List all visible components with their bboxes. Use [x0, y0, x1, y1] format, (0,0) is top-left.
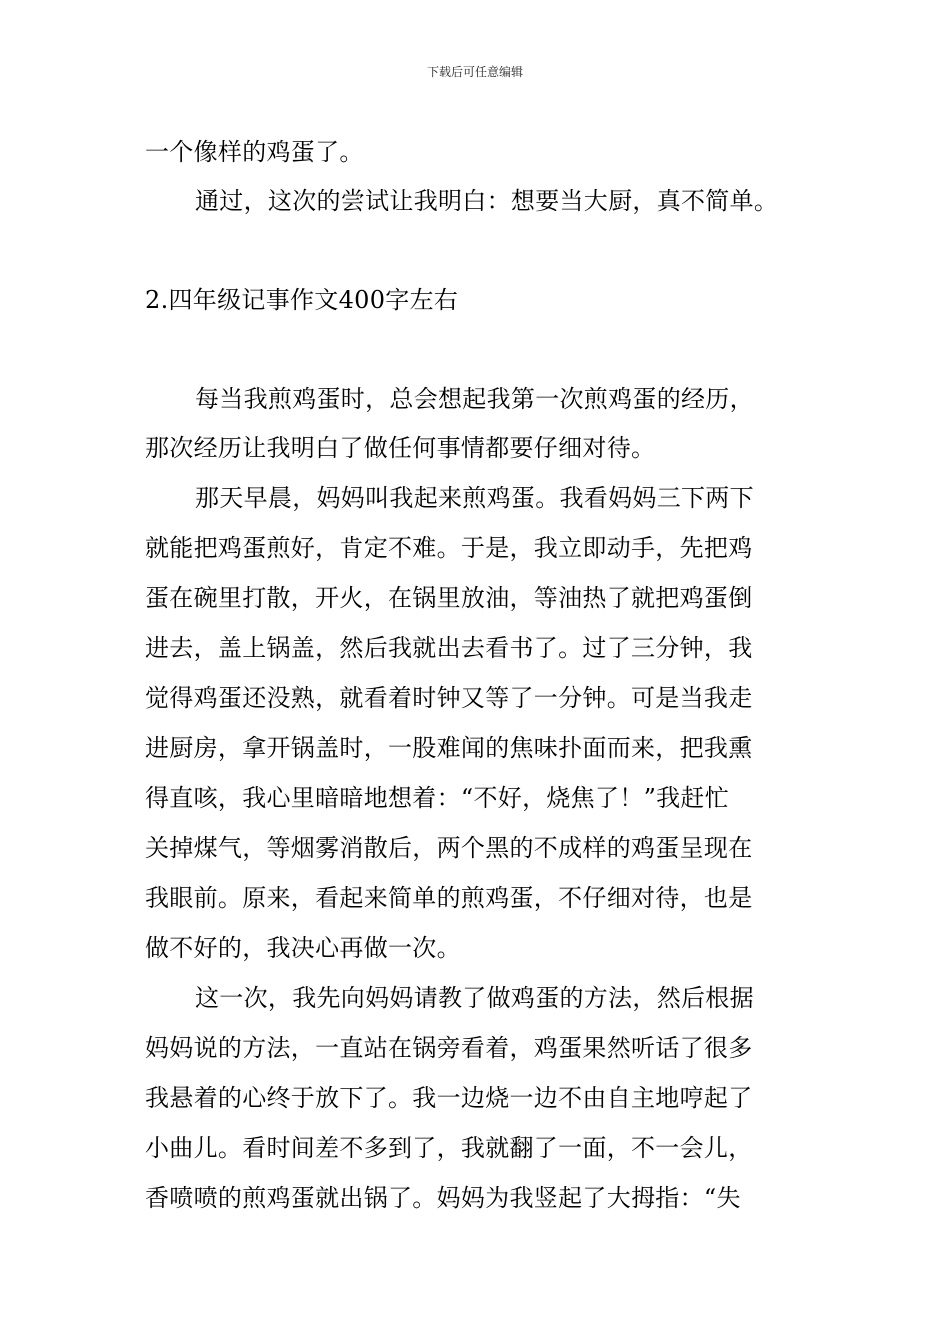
text-line: 香喷喷的煎鸡蛋就出锅了。妈妈为我竖起了大拇指：“失: [145, 1184, 741, 1212]
text-line: 进厨房，拿开锅盖时，一股难闻的焦味扑面而来，把我熏: [145, 734, 753, 762]
text-line: 我眼前。原来，看起来简单的煎鸡蛋，不仔细对待，也是: [145, 884, 753, 912]
text-line: 我悬着的心终于放下了。我一边烧一边不由自主地哼起了: [145, 1084, 753, 1112]
text-line: 关掉煤气，等烟雾消散后，两个黑的不成样的鸡蛋呈现在: [145, 834, 753, 862]
section-heading: 2.四年级记事作文400字左右: [145, 286, 459, 314]
text-line: 妈妈说的方法，一直站在锅旁看着，鸡蛋果然听话了很多: [145, 1034, 753, 1062]
text-line: 做不好的，我决心再做一次。: [145, 934, 461, 962]
text-line: 一个像样的鸡蛋了。: [145, 138, 364, 166]
text-line: 那次经历让我明白了做任何事情都要仔细对待。: [145, 434, 656, 462]
text-line: 通过，这次的尝试让我明白：想要当大厨，真不简单。: [195, 187, 779, 215]
text-line: 就能把鸡蛋煎好，肯定不难。于是，我立即动手，先把鸡: [145, 534, 753, 562]
text-line: 觉得鸡蛋还没熟，就看着时钟又等了一分钟。可是当我走: [145, 684, 753, 712]
text-line: 小曲儿。看时间差不多到了，我就翻了一面，不一会儿，: [145, 1134, 753, 1162]
page-header: 下载后可任意编辑: [426, 65, 523, 79]
text-line: 蛋在碗里打散，开火，在锅里放油，等油热了就把鸡蛋倒: [145, 584, 753, 612]
text-line: 那天早晨，妈妈叫我起来煎鸡蛋。我看妈妈三下两下: [195, 484, 754, 512]
text-line: 得直咳，我心里暗暗地想着：“不好，烧焦了！”我赶忙: [145, 784, 730, 812]
text-line: 进去，盖上锅盖，然后我就出去看书了。过了三分钟，我: [145, 634, 753, 662]
text-line: 这一次，我先向妈妈请教了做鸡蛋的方法，然后根据: [195, 984, 754, 1012]
text-line: 每当我煎鸡蛋时，总会想起我第一次煎鸡蛋的经历，: [195, 385, 754, 413]
